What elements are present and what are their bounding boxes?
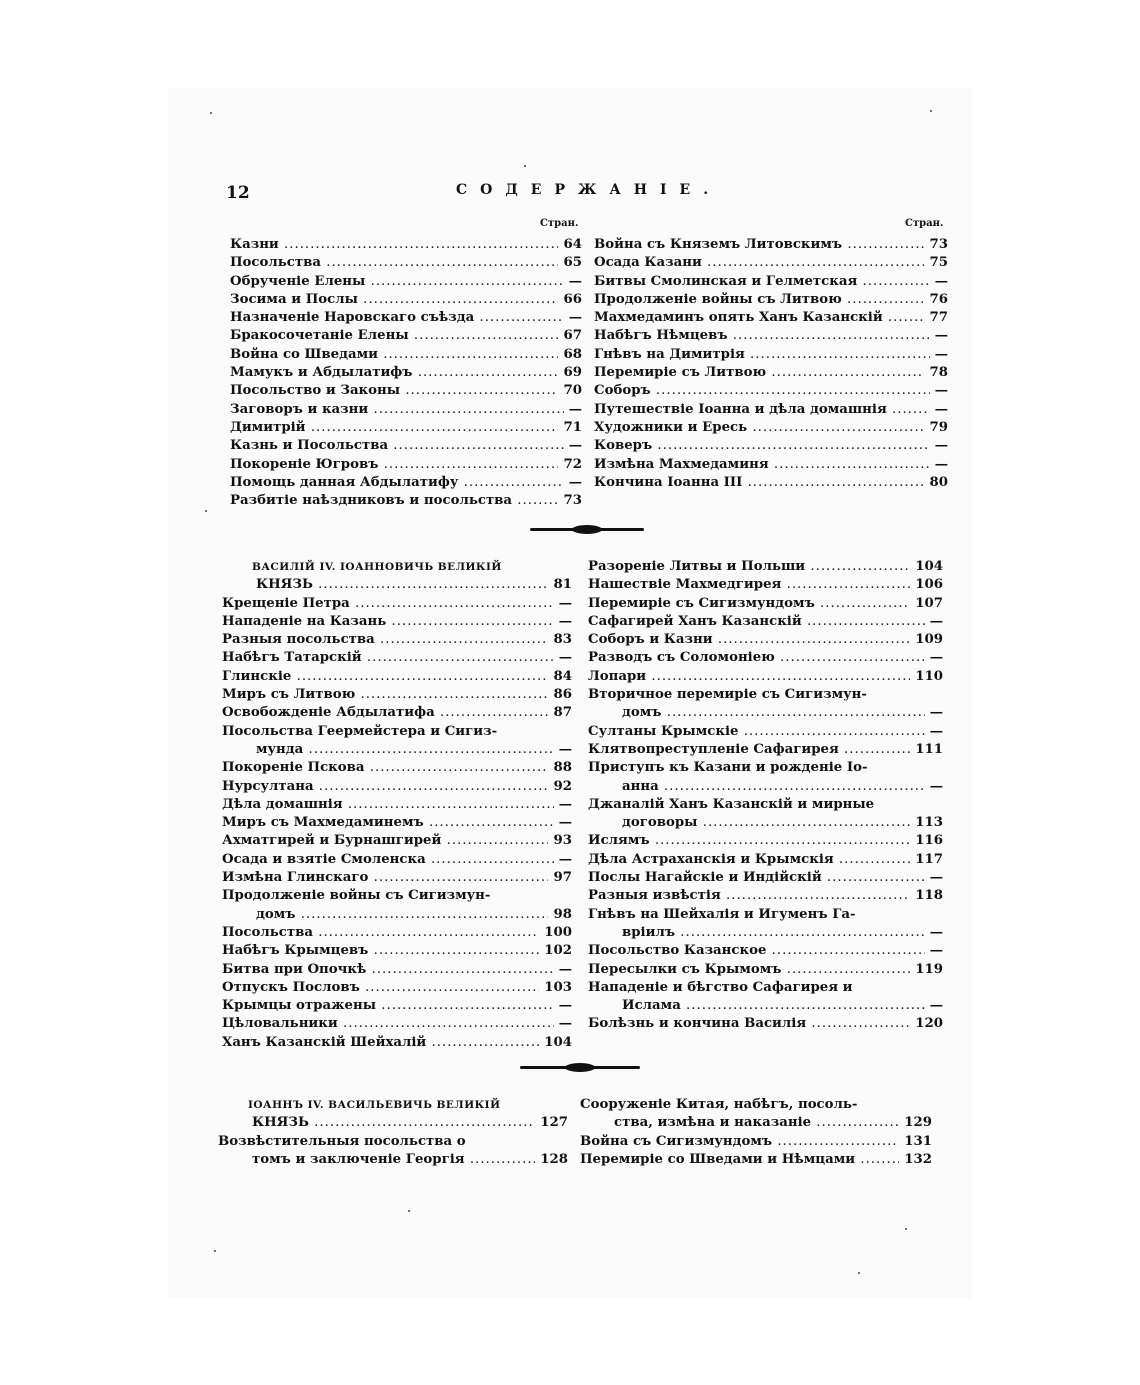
toc-entry bbox=[222, 1034, 572, 1052]
toc-entry-title: Осада Казани ..... bbox=[594, 254, 948, 272]
toc-entry bbox=[588, 924, 943, 942]
toc-entry bbox=[222, 887, 572, 905]
toc-entry-title: вріилъ ..... bbox=[622, 924, 943, 942]
toc-entry bbox=[588, 906, 943, 924]
toc-entry-page: 109 bbox=[910, 631, 943, 649]
toc-entry bbox=[222, 723, 572, 741]
toc-entry-title: Махмедаминъ опять Ханъ Казанскій ..... bbox=[594, 309, 948, 327]
toc-entry-title: Крещеніе Петра ..... bbox=[222, 595, 572, 613]
toc-entry bbox=[588, 741, 943, 759]
toc-entry bbox=[588, 814, 943, 832]
toc-entry-page: 68 bbox=[558, 346, 582, 364]
toc-entry bbox=[230, 419, 582, 437]
toc-entry-page: 107 bbox=[910, 595, 943, 613]
toc-entry-title: Зосима и Послы ..... bbox=[230, 291, 582, 309]
toc-entry-page: 88 bbox=[548, 759, 572, 777]
section-heading: ВАСИЛІЙ IV. ІОАННОВИЧЬ ВЕЛИКІЙ bbox=[252, 561, 502, 573]
toc-entry-page: — bbox=[930, 273, 948, 291]
toc-entry-page: — bbox=[554, 613, 572, 631]
toc-entry-title: Дѣла домашнія ..... bbox=[222, 796, 572, 814]
scan-speck bbox=[930, 110, 932, 112]
toc-entry-page: 104 bbox=[910, 558, 943, 576]
toc-entry-title: Соборъ и Казни ..... bbox=[588, 631, 943, 649]
toc-entry-title: Война со Шведами ..... bbox=[230, 346, 582, 364]
toc-entry-title: домъ ..... bbox=[622, 704, 943, 722]
toc-entry bbox=[230, 327, 582, 345]
toc-entry-page: 103 bbox=[539, 979, 572, 997]
toc-entry-title: Нурсултана ..... bbox=[222, 778, 572, 796]
toc-entry-page: 131 bbox=[899, 1133, 932, 1151]
toc-entry-title: Перемиріе съ Литвою ..... bbox=[594, 364, 948, 382]
toc-entry-title: Заговоръ и казни ..... bbox=[230, 401, 582, 419]
toc-entry bbox=[588, 979, 943, 997]
toc-entry-title: Отпускъ Пословъ ..... bbox=[222, 979, 572, 997]
toc-entry-page: 92 bbox=[548, 778, 572, 796]
toc-entry-title: Покореніе Югровъ ..... bbox=[230, 456, 582, 474]
toc-entry-page: 93 bbox=[548, 832, 572, 850]
toc-entry bbox=[222, 595, 572, 613]
toc-entry-title: Ислямъ ..... bbox=[588, 832, 943, 850]
toc-section1-right bbox=[594, 236, 948, 492]
toc-entry bbox=[588, 869, 943, 887]
toc-entry-title: договоры ..... bbox=[622, 814, 943, 832]
toc-entry-page: — bbox=[930, 456, 948, 474]
toc-entry bbox=[222, 704, 572, 722]
toc-entry bbox=[222, 686, 572, 704]
toc-entry-page: 106 bbox=[910, 576, 943, 594]
toc-entry-page: 102 bbox=[539, 942, 572, 960]
page-column-header-right: Стран. bbox=[905, 218, 944, 229]
toc-entry bbox=[230, 401, 582, 419]
page-column-header-left: Стран. bbox=[540, 218, 579, 229]
toc-entry-page: — bbox=[554, 796, 572, 814]
toc-entry bbox=[230, 364, 582, 382]
toc-entry-title: Набѣгъ Татарскій ..... bbox=[222, 649, 572, 667]
toc-entry bbox=[222, 814, 572, 832]
toc-entry bbox=[588, 1015, 943, 1033]
toc-entry bbox=[588, 686, 943, 704]
toc-entry-page: 80 bbox=[924, 474, 948, 492]
toc-entry bbox=[222, 668, 572, 686]
toc-entry-page: — bbox=[554, 997, 572, 1015]
scan-speck bbox=[858, 1272, 860, 1274]
toc-entry-title: Покореніе Пскова ..... bbox=[222, 759, 572, 777]
toc-entry-page: — bbox=[564, 309, 582, 327]
toc-entry-page: 73 bbox=[558, 492, 582, 510]
toc-entry-page: — bbox=[925, 613, 943, 631]
toc-entry-page: 104 bbox=[539, 1034, 572, 1052]
toc-entry-title: Перемиріе со Шведами и Нѣмцами ..... bbox=[580, 1151, 932, 1169]
toc-entry-page: 119 bbox=[910, 961, 943, 979]
toc-entry-title: Осада и взятіе Смоленска ..... bbox=[222, 851, 572, 869]
toc-entry bbox=[588, 796, 943, 814]
toc-entry-page: 70 bbox=[558, 382, 582, 400]
toc-entry bbox=[594, 474, 948, 492]
toc-entry bbox=[222, 997, 572, 1015]
toc-entry-page: 86 bbox=[548, 686, 572, 704]
toc-entry bbox=[230, 273, 582, 291]
toc-entry-title: Болѣзнь и кончина Василія ..... bbox=[588, 1015, 943, 1033]
toc-entry bbox=[588, 631, 943, 649]
toc-entry bbox=[594, 291, 948, 309]
scan-speck bbox=[524, 165, 526, 167]
toc-entry bbox=[218, 1133, 568, 1151]
toc-entry-title: Бракосочетаніе Елены ..... bbox=[230, 327, 582, 345]
scan-speck bbox=[214, 1250, 216, 1252]
toc-entry-page: 78 bbox=[924, 364, 948, 382]
toc-entry bbox=[230, 382, 582, 400]
toc-entry bbox=[580, 1096, 932, 1114]
toc-entry-title: Разбитіе наѣздниковъ и посольства ..... bbox=[230, 492, 582, 510]
toc-section1-left bbox=[230, 236, 582, 510]
toc-entry bbox=[580, 1114, 932, 1132]
toc-entry bbox=[588, 649, 943, 667]
toc-entry-page: 65 bbox=[558, 254, 582, 272]
toc-entry-title: Разводъ съ Соломоніею ..... bbox=[588, 649, 943, 667]
toc-entry-page: — bbox=[564, 401, 582, 419]
toc-entry bbox=[222, 759, 572, 777]
toc-entry-title: Миръ съ Литвою ..... bbox=[222, 686, 572, 704]
toc-entry bbox=[222, 741, 572, 759]
toc-entry bbox=[222, 1015, 572, 1033]
toc-entry-page: — bbox=[554, 1015, 572, 1033]
toc-entry-page: 67 bbox=[558, 327, 582, 345]
toc-entry-title: Цѣловальники ..... bbox=[222, 1015, 572, 1033]
toc-entry-title: Продолженіе войны съ Литвою ..... bbox=[594, 291, 948, 309]
toc-section3-left bbox=[218, 1096, 568, 1169]
toc-entry-title: Посольства Геермейстера и Сигиз- bbox=[222, 723, 498, 739]
toc-entry-page: 79 bbox=[924, 419, 948, 437]
toc-entry-title: Набѣгъ Крымцевъ ..... bbox=[222, 942, 572, 960]
toc-entry-title: томъ и заключеніе Георгія ..... bbox=[252, 1151, 568, 1169]
toc-entry-title: Мамукъ и Абдылатифъ ..... bbox=[230, 364, 582, 382]
toc-entry bbox=[230, 346, 582, 364]
toc-entry-title: Сооруженіе Китая, набѣгъ, посоль- bbox=[580, 1097, 858, 1112]
toc-entry bbox=[594, 309, 948, 327]
toc-entry-page: — bbox=[554, 741, 572, 759]
toc-entry-page: — bbox=[925, 869, 943, 887]
toc-entry bbox=[594, 382, 948, 400]
toc-entry-page: — bbox=[930, 346, 948, 364]
toc-entry-title: Глинскіе ..... bbox=[222, 668, 572, 686]
toc-entry bbox=[230, 492, 582, 510]
toc-entry-title: Гнѣвъ на Шейхалія и Игуменъ Га- bbox=[588, 906, 856, 922]
toc-entry-title: Назначеніе Наровскаго съѣзда ..... bbox=[230, 309, 582, 327]
toc-entry-title: Набѣгъ Нѣмцевъ ..... bbox=[594, 327, 948, 345]
toc-entry-title: Ислама ..... bbox=[622, 997, 943, 1015]
toc-entry-page: 76 bbox=[924, 291, 948, 309]
toc-entry bbox=[588, 832, 943, 850]
toc-entry bbox=[588, 887, 943, 905]
toc-entry-title: Казни ..... bbox=[230, 236, 582, 254]
toc-entry bbox=[230, 236, 582, 254]
toc-entry-page: 100 bbox=[539, 924, 572, 942]
toc-entry bbox=[588, 576, 943, 594]
toc-entry bbox=[588, 778, 943, 796]
toc-entry-title: Сафагирей Ханъ Казанскій ..... bbox=[588, 613, 943, 631]
toc-entry bbox=[222, 942, 572, 960]
toc-entry-page: — bbox=[930, 327, 948, 345]
toc-entry bbox=[222, 613, 572, 631]
toc-entry-title: Посольства ..... bbox=[230, 254, 582, 272]
toc-entry-page: 72 bbox=[558, 456, 582, 474]
toc-entry-page: 71 bbox=[558, 419, 582, 437]
toc-entry-page: — bbox=[925, 942, 943, 960]
toc-entry-page: — bbox=[925, 924, 943, 942]
toc-entry-page: 97 bbox=[548, 869, 572, 887]
ornament-divider-1 bbox=[530, 528, 644, 531]
toc-entry-title: Соборъ ..... bbox=[594, 382, 948, 400]
toc-entry-page: — bbox=[925, 649, 943, 667]
toc-entry-page: — bbox=[925, 997, 943, 1015]
toc-entry bbox=[594, 437, 948, 455]
toc-entry bbox=[230, 437, 582, 455]
toc-entry-page: 117 bbox=[910, 851, 943, 869]
toc-entry-page: — bbox=[564, 437, 582, 455]
toc-entry-title: Посольство и Законы ..... bbox=[230, 382, 582, 400]
section-heading: КНЯЗЬ ..... 81 bbox=[222, 576, 572, 594]
toc-entry bbox=[588, 613, 943, 631]
toc-entry-page: 110 bbox=[910, 668, 943, 686]
toc-entry bbox=[230, 456, 582, 474]
toc-entry-title: Дѣла Астраханскія и Крымскія ..... bbox=[588, 851, 943, 869]
toc-entry-page: 84 bbox=[548, 668, 572, 686]
toc-entry-title: Пересылки съ Крымомъ ..... bbox=[588, 961, 943, 979]
scan-speck bbox=[408, 1210, 410, 1212]
toc-entry-page: 73 bbox=[924, 236, 948, 254]
toc-entry-title: Миръ съ Махмедаминемъ ..... bbox=[222, 814, 572, 832]
toc-entry bbox=[594, 254, 948, 272]
toc-entry-title: Султаны Крымскіе ..... bbox=[588, 723, 943, 741]
toc-entry-page: — bbox=[554, 851, 572, 869]
toc-entry bbox=[222, 979, 572, 997]
toc-entry-title: Клятвопреступленіе Сафагирея ..... bbox=[588, 741, 943, 759]
toc-entry bbox=[594, 401, 948, 419]
toc-entry bbox=[580, 1133, 932, 1151]
toc-entry-title: Гнѣвъ на Димитрія ..... bbox=[594, 346, 948, 364]
toc-entry-title: Вторичное перемиріе съ Сигизмун- bbox=[588, 687, 867, 703]
toc-entry-title: Коверъ ..... bbox=[594, 437, 948, 455]
scan-speck bbox=[905, 1228, 907, 1230]
toc-entry-title: Перемиріе съ Сигизмундомъ ..... bbox=[588, 595, 943, 613]
toc-entry bbox=[580, 1151, 932, 1169]
toc-entry-page: 132 bbox=[899, 1151, 932, 1169]
toc-entry bbox=[230, 254, 582, 272]
toc-entry-title: ства, измѣна и наказаніе ..... bbox=[614, 1114, 932, 1132]
toc-entry-title: Послы Нагайскіе и Индійскій ..... bbox=[588, 869, 943, 887]
toc-entry bbox=[588, 997, 943, 1015]
toc-entry-title: Возвѣстительныя посольства о bbox=[218, 1133, 466, 1149]
section-heading: КНЯЗЬ ..... 127 bbox=[218, 1114, 568, 1132]
toc-entry-title: Путешествіе Іоанна и дѣла домашнія ..... bbox=[594, 401, 948, 419]
toc-entry bbox=[594, 419, 948, 437]
toc-entry-title: Нападеніе и бѣгство Сафагирея и bbox=[588, 979, 853, 995]
toc-entry bbox=[222, 796, 572, 814]
toc-entry bbox=[222, 961, 572, 979]
toc-entry bbox=[594, 273, 948, 291]
toc-entry-title: Димитрій ..... bbox=[230, 419, 582, 437]
toc-entry-title: мунда ..... bbox=[256, 741, 572, 759]
toc-entry bbox=[588, 759, 943, 777]
toc-entry-page: 98 bbox=[548, 906, 572, 924]
toc-entry-page: 118 bbox=[910, 887, 943, 905]
toc-entry bbox=[588, 704, 943, 722]
toc-entry-page: — bbox=[930, 382, 948, 400]
toc-entry-title: Разныя извѣстія ..... bbox=[588, 887, 943, 905]
toc-entry-title: Посольство Казанское ..... bbox=[588, 942, 943, 960]
toc-entry-title: Художники и Ересь ..... bbox=[594, 419, 948, 437]
toc-entry-page: 113 bbox=[910, 814, 943, 832]
toc-entry-page: — bbox=[925, 723, 943, 741]
toc-entry-page: — bbox=[554, 814, 572, 832]
toc-entry bbox=[222, 924, 572, 942]
toc-entry bbox=[222, 778, 572, 796]
toc-entry-title: Джаналій Ханъ Казанскій и мирные bbox=[588, 796, 875, 812]
toc-entry-page: — bbox=[925, 704, 943, 722]
page-title: СОДЕРЖАНІЕ. bbox=[456, 182, 722, 198]
toc-entry bbox=[588, 668, 943, 686]
toc-entry-title: Посольства ..... bbox=[222, 924, 572, 942]
toc-entry bbox=[222, 869, 572, 887]
toc-entry-page: 129 bbox=[899, 1114, 932, 1132]
toc-entry-title: Помощь данная Абдылатифу ..... bbox=[230, 474, 582, 492]
toc-entry-page: — bbox=[564, 474, 582, 492]
toc-entry-title: Ханъ Казанскій Шейхалій ..... bbox=[222, 1034, 572, 1052]
toc-entry-title: Ахматгирей и Бурнашгирей ..... bbox=[222, 832, 572, 850]
toc-entry-page: — bbox=[554, 649, 572, 667]
toc-entry-title: Разореніе Литвы и Польши ..... bbox=[588, 558, 943, 576]
toc-entry bbox=[222, 649, 572, 667]
toc-entry bbox=[218, 1151, 568, 1169]
toc-entry-title: Война съ Сигизмундомъ ..... bbox=[580, 1133, 932, 1151]
toc-entry-title: Разныя посольства ..... bbox=[222, 631, 572, 649]
toc-entry bbox=[588, 723, 943, 741]
toc-entry-page: 75 bbox=[924, 254, 948, 272]
toc-entry bbox=[222, 851, 572, 869]
toc-entry-page: 77 bbox=[924, 309, 948, 327]
toc-entry-page: — bbox=[564, 273, 582, 291]
toc-entry bbox=[588, 851, 943, 869]
toc-entry bbox=[222, 832, 572, 850]
toc-entry bbox=[594, 364, 948, 382]
scan-speck bbox=[210, 112, 212, 114]
toc-entry-title: Казнь и Посольства ..... bbox=[230, 437, 582, 455]
toc-entry-page: 83 bbox=[548, 631, 572, 649]
toc-entry-title: Приступъ къ Казани и рожденіе Іо- bbox=[588, 760, 868, 776]
toc-entry-page: 116 bbox=[910, 832, 943, 850]
toc-entry-title: Война съ Княземъ Литовскимъ ..... bbox=[594, 236, 948, 254]
toc-entry-title: Крымцы отражены ..... bbox=[222, 997, 572, 1015]
toc-entry-title: Измѣна Глинскаго ..... bbox=[222, 869, 572, 887]
toc-entry bbox=[594, 327, 948, 345]
toc-entry-title: анна ..... bbox=[622, 778, 943, 796]
toc-entry-title: Измѣна Махмедаминя ..... bbox=[594, 456, 948, 474]
toc-entry bbox=[588, 961, 943, 979]
toc-entry bbox=[588, 595, 943, 613]
toc-entry bbox=[222, 631, 572, 649]
toc-entry-page: — bbox=[925, 778, 943, 796]
toc-entry-title: Кончина Іоанна III ..... bbox=[594, 474, 948, 492]
toc-entry-page: 66 bbox=[558, 291, 582, 309]
toc-entry-title: Обрученіе Елены ..... bbox=[230, 273, 582, 291]
toc-entry-title: Освобожденіе Абдылатифа ..... bbox=[222, 704, 572, 722]
toc-entry-title: Лопари ..... bbox=[588, 668, 943, 686]
toc-entry-title: Нашествіе Махмедгирея ..... bbox=[588, 576, 943, 594]
toc-entry bbox=[230, 309, 582, 327]
toc-entry bbox=[222, 906, 572, 924]
toc-entry bbox=[594, 346, 948, 364]
toc-entry-page: 69 bbox=[558, 364, 582, 382]
section-heading: ІОАННЪ IV. ВАСИЛЬЕВИЧЬ ВЕЛИКІЙ bbox=[248, 1099, 501, 1111]
toc-entry-title: Битвы Смолинская и Гелметская ..... bbox=[594, 273, 948, 291]
toc-entry-page: — bbox=[554, 595, 572, 613]
toc-entry-title: домъ ..... bbox=[256, 906, 572, 924]
toc-section3-right bbox=[580, 1096, 932, 1169]
ornament-divider-2 bbox=[520, 1066, 640, 1069]
toc-entry-title: Продолженіе войны съ Сигизмун- bbox=[222, 888, 491, 904]
toc-entry-page: — bbox=[554, 961, 572, 979]
toc-entry-page: 64 bbox=[558, 236, 582, 254]
toc-entry-page: — bbox=[930, 401, 948, 419]
toc-entry-title: Битва при Опочкѣ ..... bbox=[222, 961, 572, 979]
toc-entry bbox=[588, 942, 943, 960]
toc-entry bbox=[230, 291, 582, 309]
toc-entry-page: 128 bbox=[535, 1151, 568, 1169]
page-number: 12 bbox=[226, 183, 250, 203]
toc-entry-page: 120 bbox=[910, 1015, 943, 1033]
toc-section2-right bbox=[588, 558, 943, 1034]
toc-entry bbox=[588, 558, 943, 576]
toc-section2-left bbox=[222, 558, 572, 1052]
toc-entry bbox=[594, 456, 948, 474]
toc-entry-page: 111 bbox=[910, 741, 943, 759]
toc-entry bbox=[594, 236, 948, 254]
toc-entry bbox=[230, 474, 582, 492]
toc-entry-page: 87 bbox=[548, 704, 572, 722]
toc-entry-title: Нападеніе на Казань ..... bbox=[222, 613, 572, 631]
toc-entry-page: — bbox=[930, 437, 948, 455]
scan-speck bbox=[205, 510, 207, 512]
